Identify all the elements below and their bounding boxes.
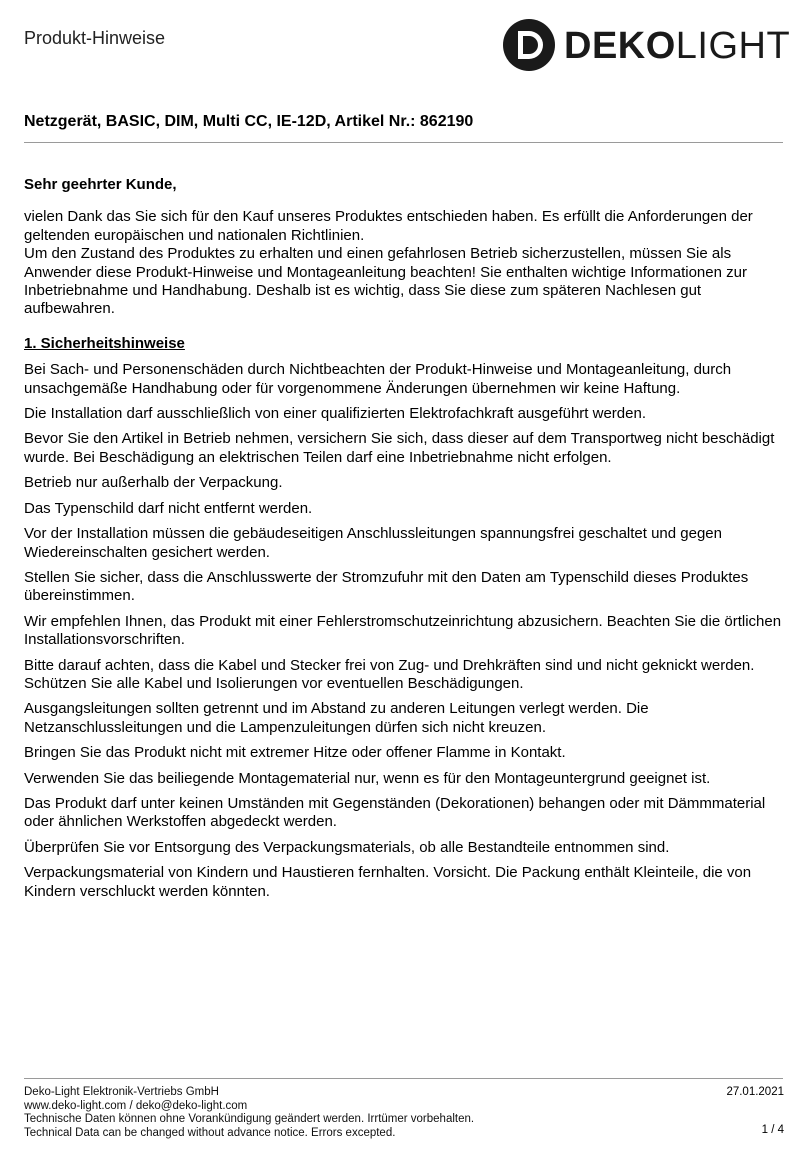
footer-web-link[interactable]: www.deko-light.com / deko@deko-light.com bbox=[24, 1099, 248, 1112]
safety-paragraph: Betrieb nur außerhalb der Verpackung. bbox=[24, 474, 283, 492]
safety-paragraph: Ausgangsleitungen sollten getrennt und im Abstand zu anderen Leitungen verlegt werden. Die Netzanschlussleitungen und die Lampenzuleitungen dürfen sich nicht kreuzen. bbox=[24, 700, 649, 736]
footer-note-en: Technical Data can be changed without advance notice. Errors excepted. bbox=[24, 1126, 396, 1139]
safety-paragraph: Überprüfen Sie vor Entsorgung des Verpackungsmaterials, ob alle Bestandteile entnommen sind. bbox=[24, 838, 670, 856]
logo-text-light: LIGHT bbox=[675, 25, 791, 67]
dekolight-logo-icon bbox=[502, 18, 556, 72]
footer-divider bbox=[24, 1078, 783, 1079]
safety-paragraph: Vor der Installation müssen die gebäudeseitigen Anschlussleitungen spannungsfrei geschaltet und gegen Wiedereinschalten gesichert werden. bbox=[24, 525, 722, 561]
header-divider bbox=[24, 142, 783, 143]
safety-paragraph: Stellen Sie sicher, dass die Anschlusswerte der Stromzufuhr mit den Daten am Typenschild dieses Produktes übereinstimmen. bbox=[24, 568, 749, 605]
intro-paragraph: Um den Zustand des Produktes zu erhalten und einen gefahrlosen Betrieb sicherzustellen, müssen Sie als Anwender diese Produkt-Hinweise und Montageanleitung beachten! Sie enthalten wichtige Informationen zur Inbetriebnahme und Handhabung. Deshalb ist es wichtig, dass Sie diese zum späteren Nachlesen gut aufbewahren. bbox=[24, 245, 747, 318]
safety-paragraph: Bitte darauf achten, dass die Kabel und Stecker frei von Zug- und Drehkräften sind und nicht geknickt werden. Schützen Sie alle Kabel und Isolierungen vor eventuellen Beschädigungen. bbox=[24, 656, 755, 692]
safety-paragraph: Die Installation darf ausschließlich von einer qualifizierten Elektrofachkraft ausgeführt werden. bbox=[24, 405, 646, 423]
page-footer bbox=[24, 1086, 784, 1140]
safety-paragraph: Bei Sach- und Personenschäden durch Nichtbeachten der Produkt-Hinweise und Montageanleitung, durch unsachgemäße Handhabung oder für vorgenommene Änderungen übernehmen wir keine Haftung. bbox=[24, 361, 732, 397]
safety-paragraph: Das Produkt darf unter keinen Umständen mit Gegenständen (Dekorationen) behangen oder mit Dämmmaterial oder ähnlichen Werkstoffen abgedeckt werden. bbox=[24, 794, 766, 831]
safety-paragraph: Bevor Sie den Artikel in Betrieb nehmen, versichern Sie sich, dass dieser auf dem Transportweg nicht beschädigt wurde. Bei Beschädigung an elektrischen Teilen darf eine Inbetriebnahme nicht erfolgen. bbox=[24, 430, 775, 466]
footer-company: Deko-Light Elektronik-Vertriebs GmbH bbox=[24, 1086, 219, 1098]
page-number: 1 / 4 bbox=[761, 1124, 784, 1136]
safety-paragraph: Verpackungsmaterial von Kindern und Haustieren fernhalten. Vorsicht. Die Packung enthält Kleinteile, die von Kindern verschluckt werden könnten. bbox=[24, 864, 752, 900]
intro-paragraph: vielen Dank das Sie sich für den Kauf unseres Produktes entschieden haben. Es erfüllt die Anforderungen der geltenden europäischen und nationalen Richtlinien. bbox=[24, 208, 753, 244]
logo-text-bold: DEKO bbox=[564, 25, 676, 67]
greeting: Sehr geehrter Kunde, bbox=[24, 176, 177, 193]
section-heading-safety: 1. Sicherheitshinweise bbox=[24, 334, 185, 352]
footer-date: 27.01.2021 bbox=[726, 1086, 784, 1098]
footer-note-de: Technische Daten können ohne Vorankündigung geändert werden. Irrtümer vorbehalten. bbox=[24, 1113, 475, 1125]
product-title: Netzgerät, BASIC, DIM, Multi CC, IE-12D, Artikel Nr.: 862190 bbox=[24, 113, 474, 130]
safety-paragraph: Wir empfehlen Ihnen, das Produkt mit einer Fehlerstromschutzeinrichtung abzusichern. Beachten Sie die örtlichen Installationsvorschriften. bbox=[24, 612, 782, 649]
brand-logo bbox=[502, 18, 791, 72]
safety-paragraph: Bringen Sie das Produkt nicht mit extremer Hitze oder offener Flamme in Kontakt. bbox=[24, 744, 566, 762]
document-body bbox=[24, 176, 786, 908]
page-header-title: Produkt-Hinweise bbox=[24, 28, 166, 48]
safety-paragraph: Das Typenschild darf nicht entfernt werden. bbox=[24, 499, 313, 517]
brand-logo-wordmark bbox=[564, 26, 790, 66]
safety-paragraph: Verwenden Sie das beiliegende Montagematerial nur, wenn es für den Montageuntergrund geeignet ist. bbox=[24, 769, 711, 787]
